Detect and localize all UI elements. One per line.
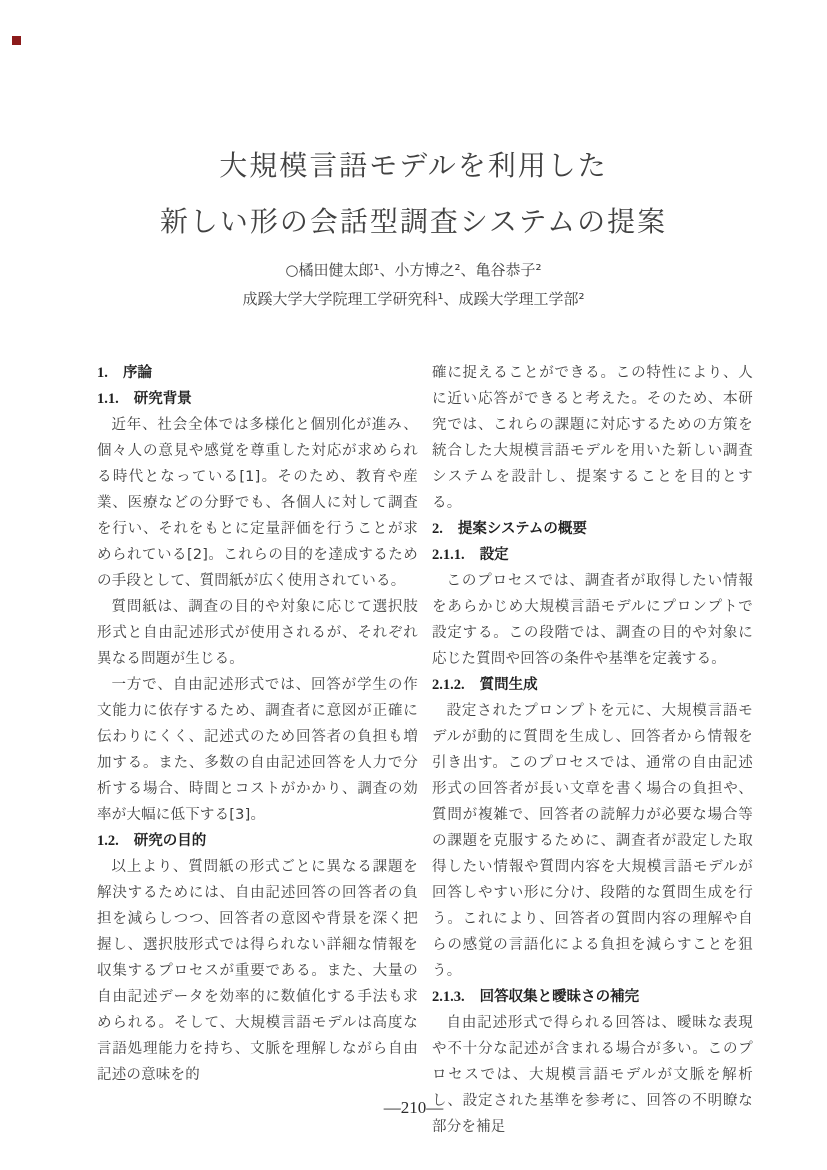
section-title: 質問生成 (479, 677, 538, 693)
section-title: 研究の目的 (133, 833, 207, 849)
left-column (97, 360, 418, 1140)
paper-body (97, 360, 753, 1140)
paragraph: 以上より、質問紙の形式ごとに異なる課題を解決するためには、自由記述回答の回答者の負担を減らしつつ、回答者の意図や背景を深く把握し、選択肢形式では得られない詳細な情報を収集するプロセスが重要である。また、大量の自由記述データを効率的に数値化する手法も求められる。そして、大規模言語モデルは高度な言語処理能力を持ち、文脈を理解しながら自由記述の意味を的 (97, 859, 418, 1083)
section-number: 1.1. (97, 391, 119, 407)
section-number: 2.1.1. (432, 547, 465, 563)
section-number: 2.1.2. (432, 677, 465, 693)
section-heading-1-1 (97, 386, 418, 412)
section-heading-2-1-2 (432, 672, 753, 698)
section-title: 研究背景 (133, 391, 192, 407)
paragraph-continuation: 確に捉えることができる。この特性により、人に近い応答ができると考えた。そのため、本研究では、これらの課題に対応するための方策を統合した大規模言語モデルを用いた新しい調査システムを設計し、提案することを目的とする。 (432, 365, 753, 511)
affiliation-line: 成蹊大学大学院理工学研究科¹、成蹊大学理工学部² (242, 290, 585, 308)
section-heading-2 (432, 516, 753, 542)
paragraph: このプロセスでは、調査者が取得したい情報をあらかじめ大規模言語モデルにプロンプトで設定する。この段階では、調査の目的や対象に応じた質問や回答の条件や基準を定義する。 (432, 573, 753, 667)
section-title: 序論 (122, 365, 152, 381)
section-title: 設定 (479, 547, 509, 563)
paper-title-line-1: 大規模言語モデルを利用した (219, 149, 608, 182)
page-number: —210— (383, 1098, 444, 1117)
section-heading-1-2 (97, 828, 418, 854)
paragraph: 近年、社会全体では多様化と個別化が進み、個々人の意見や感覚を尊重した対応が求められる時代となっている[1]。そのため、教育や産業、医療などの分野でも、各個人に対して調査を行い、それをもとに定量評価を行うことが求められている[2]。これらの目的を達成するための手段として、質問紙が広く使用されている。 (97, 417, 418, 589)
paper-title-line-2: 新しい形の会話型調査システムの提案 (159, 205, 668, 238)
section-title: 提案システムの概要 (457, 521, 587, 537)
author-block (0, 256, 827, 314)
section-heading-2-1-3 (432, 984, 753, 1010)
paragraph: 質問紙は、調査の目的や対象に応じて選択肢形式と自由記述形式が使用されるが、それぞれ異なる問題が生じる。 (97, 599, 418, 667)
authors-line: ○橘田健太郎¹、小方博之²、亀谷恭子² (285, 261, 542, 279)
section-number: 1. (97, 365, 108, 381)
paragraph: 自由記述形式で得られる回答は、曖昧な表現や不十分な記述が含まれる場合が多い。このプロセスでは、大規模言語モデルが文脈を解析し、設定された基準を参考に、回答の不明瞭な部分を補足 (432, 1015, 753, 1135)
paragraph: 一方で、自由記述形式では、回答が学生の作文能力に依存するため、調査者に意図が正確に伝わりにくく、記述式のため回答者の負担も増加する。また、多数の自由記述回答を人力で分析する場合、時間とコストがかかり、調査の効率が大幅に低下する[3]。 (97, 677, 418, 823)
section-heading-1 (97, 360, 418, 386)
section-title: 回答収集と曖昧さの補完 (479, 989, 640, 1005)
section-number: 1.2. (97, 833, 119, 849)
corner-marker (12, 36, 21, 45)
section-heading-2-1-1 (432, 542, 753, 568)
section-number: 2.1.3. (432, 989, 465, 1005)
section-number: 2. (432, 521, 443, 537)
right-column (432, 360, 753, 1140)
paper-title (0, 138, 827, 250)
paragraph: 設定されたプロンプトを元に、大規模言語モデルが動的に質問を生成し、回答者から情報を引き出す。このプロセスでは、通常の自由記述形式の回答者が長い文章を書く場合の負担や、質問が複雑で、回答者の読解力が必要な場合等の課題を克服するために、調査者が設定した取得したい情報や質問内容を大規模言語モデルが回答しやすい形に分け、段階的な質問生成を行う。これにより、回答者の質問内容の理解や自らの感覚の言語化による負担を減らすことを狙う。 (432, 703, 753, 979)
